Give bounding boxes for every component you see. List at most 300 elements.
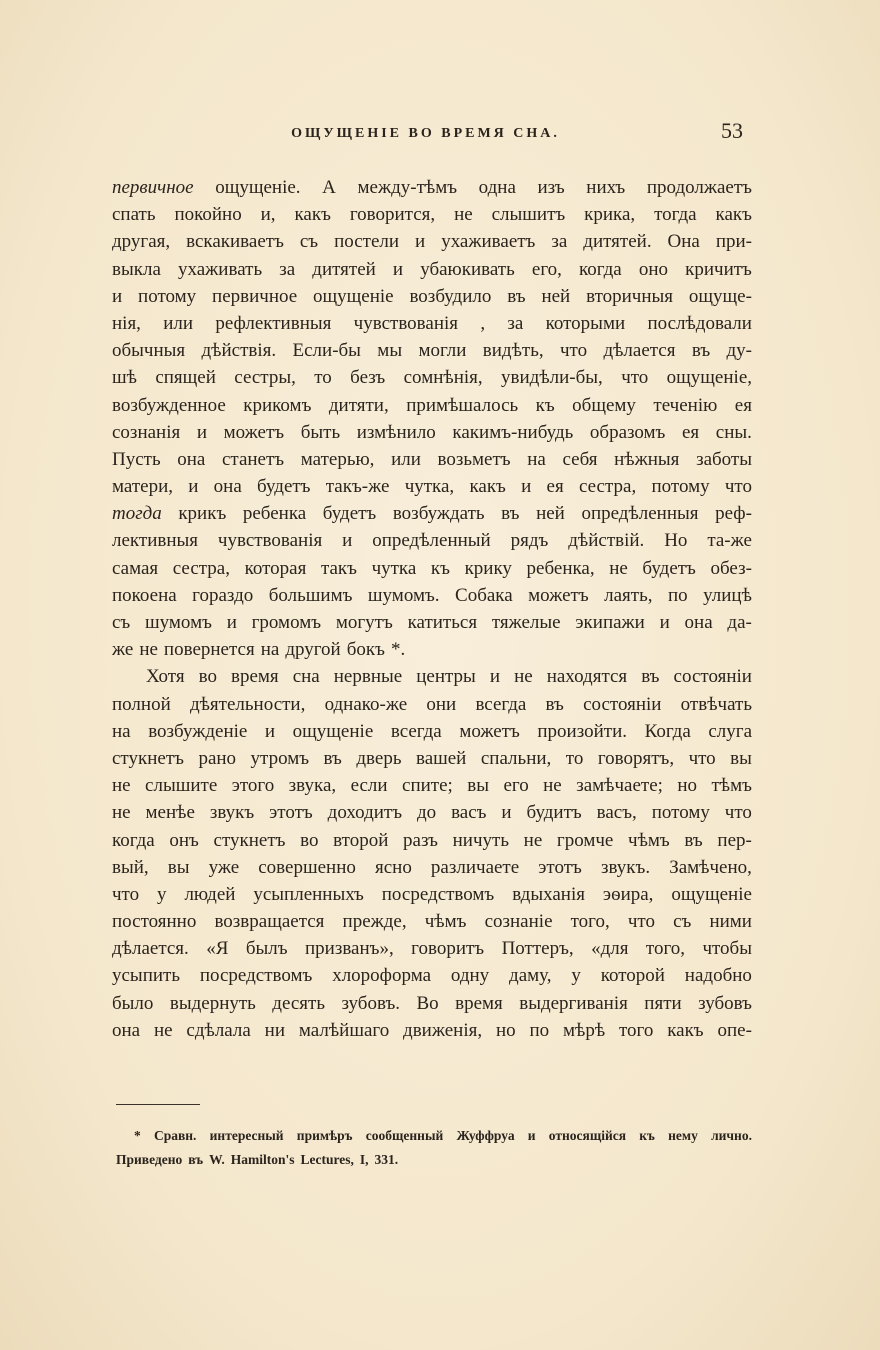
word: стукнетъ — [213, 829, 286, 851]
word: совершенно — [258, 856, 356, 878]
word: ощущеніе, — [666, 367, 752, 389]
word: она — [684, 612, 713, 633]
word: будетъ — [322, 503, 377, 525]
word: этотъ — [538, 856, 582, 878]
text-line — [112, 799, 752, 826]
word: утромъ — [250, 747, 310, 769]
word: Поттеръ, — [501, 938, 574, 960]
text-line — [112, 663, 752, 690]
word: всегда — [390, 720, 442, 742]
word: чувствованія — [217, 530, 323, 552]
text-line — [112, 364, 752, 391]
word: и — [226, 612, 237, 633]
text-line — [112, 446, 752, 473]
word: лаять, — [604, 584, 653, 606]
word: въ — [684, 829, 703, 851]
word: ощущеніе — [671, 883, 752, 905]
word: бокъ — [346, 639, 385, 661]
word: «Я — [206, 938, 229, 960]
text-line — [112, 582, 752, 609]
word: вый, — [112, 856, 149, 878]
footnote-line — [116, 1148, 752, 1172]
word: малѣйшаго — [298, 1019, 390, 1041]
word: себя — [562, 448, 598, 470]
word: ощущеніе — [292, 720, 374, 742]
footnote — [116, 1124, 752, 1172]
word: быть — [300, 421, 341, 443]
word: посредствомъ — [381, 883, 495, 905]
word: измѣнило — [356, 421, 436, 443]
word: усыпленныхъ — [253, 883, 364, 905]
word: Во — [416, 992, 439, 1014]
word: второй — [333, 829, 389, 851]
word: и — [415, 231, 426, 253]
text-line — [112, 527, 752, 554]
word: реф- — [715, 503, 752, 525]
word: слышите — [145, 775, 218, 797]
word: изъ — [537, 177, 565, 198]
word: дѣйствій. — [568, 530, 645, 552]
word: нѣжныя — [614, 448, 680, 470]
text-line — [112, 419, 752, 446]
word: громче — [556, 829, 614, 851]
word: во — [300, 829, 319, 851]
word: стукнетъ — [112, 747, 184, 769]
word: различаете — [430, 856, 520, 878]
page-header — [108, 118, 743, 148]
word: большимъ — [268, 584, 353, 606]
word: постели — [334, 231, 400, 253]
text-line — [112, 174, 752, 201]
word: матерью, — [300, 448, 375, 470]
text-line — [112, 962, 752, 989]
word: крикомъ — [243, 394, 312, 416]
word: отвѣчать — [680, 693, 752, 715]
word: сестры, — [234, 367, 296, 389]
word: Хотя — [146, 666, 185, 688]
word: выкла — [112, 258, 161, 280]
word: между-тѣмъ — [357, 177, 458, 198]
word: ощущеніе. — [215, 177, 301, 198]
word: Она — [667, 231, 700, 253]
word: дѣйствія. — [201, 340, 277, 362]
word: звукъ — [209, 802, 255, 824]
word: или — [163, 312, 194, 334]
word: въ — [691, 340, 711, 362]
word: можетъ — [528, 584, 589, 606]
word: Пусть — [112, 448, 161, 470]
word: хлороформа — [332, 965, 432, 987]
word: однако-же — [324, 693, 408, 715]
word: убаюкивать — [420, 258, 515, 280]
word: такъ — [320, 557, 357, 579]
word: послѣдовали — [647, 312, 752, 334]
word: увидѣли-бы, — [501, 367, 603, 389]
word: до — [416, 802, 437, 824]
word: ребенка, — [526, 557, 595, 579]
word: * — [134, 1128, 141, 1143]
word: выдергиванія — [519, 992, 628, 1014]
word: къ — [639, 1128, 655, 1143]
word: съ — [299, 231, 319, 253]
word: движенія, — [403, 1019, 483, 1041]
word: лективныя — [112, 530, 199, 552]
word: эѳира, — [602, 883, 654, 905]
word: находятся — [546, 666, 628, 688]
word: опредѣленный — [372, 530, 491, 552]
word: Если-бы — [292, 340, 361, 362]
word: или — [391, 448, 421, 470]
text-line — [112, 392, 752, 419]
word: Собака — [455, 584, 513, 606]
word: говорится, — [349, 204, 436, 226]
word: А — [322, 177, 336, 198]
text-line — [112, 337, 752, 364]
word: разъ — [403, 829, 438, 851]
word: катиться — [407, 612, 478, 633]
text-line — [112, 228, 752, 255]
word: того, — [645, 938, 686, 960]
word: тогда — [654, 204, 697, 226]
word: крика, — [584, 204, 636, 226]
word: вы — [167, 856, 190, 878]
word: вы — [730, 747, 752, 769]
word: ощущеніе — [313, 285, 394, 307]
word: дѣятельности, — [189, 693, 306, 715]
word: сознанія — [112, 421, 181, 443]
word: произойти. — [537, 720, 628, 742]
word: крикъ — [178, 503, 227, 525]
word: всегда — [475, 693, 527, 715]
word: центры — [416, 666, 476, 688]
word: дитятей. — [583, 231, 652, 253]
word: ней — [541, 285, 571, 307]
word: состояніи — [583, 693, 662, 715]
word: ухаживаетъ — [441, 231, 536, 253]
word: былъ — [245, 938, 288, 960]
word: за — [551, 231, 568, 253]
word: его — [503, 775, 529, 797]
word: не — [153, 1019, 173, 1041]
text-line — [112, 500, 752, 527]
word: десять — [272, 992, 325, 1014]
body-text — [112, 174, 752, 1044]
word: шумомъ. — [367, 584, 440, 606]
word: менѣе — [145, 802, 195, 824]
word: примѣшалось — [406, 394, 519, 416]
word: въ — [188, 1152, 204, 1167]
word: безъ — [350, 367, 386, 389]
word: полной — [112, 693, 171, 715]
word: было — [112, 992, 154, 1014]
word: она — [213, 476, 242, 498]
word: не — [112, 802, 131, 824]
word: нервные — [333, 666, 403, 688]
word: крику — [464, 557, 512, 579]
word: постоянно — [112, 911, 197, 933]
word: лично. — [711, 1128, 752, 1143]
word: что — [112, 883, 140, 905]
text-line — [112, 609, 752, 636]
word: надобно — [684, 965, 752, 987]
word: ни — [264, 1019, 286, 1041]
text-line — [112, 256, 752, 283]
word: но — [677, 775, 698, 797]
word: она — [177, 448, 206, 470]
word: потому — [138, 285, 197, 307]
word: и — [188, 476, 199, 498]
word: состояніи — [673, 666, 752, 688]
word: васъ, — [596, 802, 637, 824]
word: сомнѣнія, — [403, 367, 483, 389]
word: зубовъ. — [341, 992, 401, 1014]
word: то — [314, 367, 332, 389]
word: покойно — [174, 204, 242, 226]
word: того, — [570, 911, 610, 933]
word: Lectures, — [300, 1152, 354, 1167]
word: Сравн. — [153, 1128, 197, 1143]
word: какъ — [469, 476, 506, 498]
word: относящійся — [548, 1128, 627, 1143]
word: та-же — [707, 530, 752, 552]
word: продолжаетъ — [646, 177, 752, 198]
word: во — [198, 666, 217, 688]
word: ней — [536, 503, 565, 525]
word: и — [196, 421, 208, 443]
word: дитятей — [312, 258, 376, 280]
text-line — [112, 745, 752, 772]
word: дѣлается — [603, 340, 676, 362]
word: будитъ — [526, 802, 582, 824]
word: матери, — [112, 476, 173, 498]
word: того — [618, 1019, 654, 1041]
text-line — [112, 854, 752, 881]
word: первичное — [212, 285, 298, 307]
word: у — [157, 883, 167, 905]
word: онъ — [169, 829, 199, 851]
word: зубовъ — [698, 992, 752, 1014]
word: слышитъ — [491, 204, 566, 226]
word: общему — [572, 394, 636, 416]
word: заботы — [696, 448, 752, 470]
word: рефлективныя — [215, 312, 332, 334]
word: Приведено — [116, 1152, 183, 1167]
word: что — [559, 340, 588, 362]
word: вы — [467, 775, 489, 797]
word: спальни, — [480, 747, 552, 769]
word: чѣмъ — [424, 911, 467, 933]
word: *. — [390, 639, 406, 661]
word: чтобы — [702, 938, 752, 960]
word: въ — [501, 503, 520, 525]
word: Жуффруа — [456, 1128, 515, 1143]
word: сна — [292, 666, 320, 688]
word: замѣчаете; — [576, 775, 663, 797]
text-line — [112, 935, 752, 962]
word: I, — [359, 1152, 369, 1167]
word: мѣрѣ — [562, 1019, 606, 1041]
word: и — [489, 666, 501, 688]
word: чутка, — [404, 476, 455, 498]
word: ду- — [726, 340, 752, 362]
text-line — [112, 691, 752, 718]
word: экипажи — [575, 612, 645, 633]
word: обычныя — [112, 340, 186, 362]
word: не — [139, 639, 158, 661]
word: призванъ», — [305, 938, 394, 960]
word: сообщенный — [365, 1128, 444, 1143]
word: они — [426, 693, 457, 715]
word: Когда — [644, 720, 691, 742]
word: могутъ — [335, 612, 393, 633]
word: вашей — [415, 747, 467, 769]
word: этого — [231, 775, 275, 797]
word: же — [112, 639, 134, 661]
word: которой — [600, 965, 665, 987]
word: и — [521, 476, 532, 498]
word: доходитъ — [327, 802, 403, 824]
word: тѣмъ — [711, 775, 752, 797]
word: гораздо — [192, 584, 254, 606]
word: говоритъ — [411, 938, 485, 960]
word: самая — [112, 557, 159, 579]
word: вторичныя — [586, 285, 674, 307]
word: сдѣлала — [186, 1019, 251, 1041]
word: то — [565, 747, 584, 769]
word: съ — [112, 612, 131, 633]
word: пяти — [644, 992, 682, 1014]
word: и — [392, 258, 404, 280]
word: чувствованія — [353, 312, 459, 334]
word: и — [112, 285, 123, 307]
word: въ — [323, 747, 342, 769]
word: ея — [682, 421, 700, 443]
word: ними — [709, 911, 752, 933]
word: уже — [208, 856, 240, 878]
word: ничуть — [452, 829, 509, 851]
word: можетъ — [223, 421, 285, 443]
word: слуга — [708, 720, 752, 742]
word: возбужденное — [112, 394, 226, 416]
text-line — [112, 201, 752, 228]
word: какъ — [715, 204, 752, 226]
word: какъ — [667, 1019, 704, 1041]
text-line — [112, 908, 752, 935]
word: могли — [418, 340, 467, 362]
word: будетъ — [257, 476, 311, 498]
word: за — [279, 258, 296, 280]
word: за — [507, 312, 524, 334]
word: возбуждать — [392, 503, 485, 525]
word: ухаживать — [178, 258, 263, 280]
word: и, — [260, 204, 276, 226]
word: время — [455, 992, 503, 1014]
word: Hamilton's — [230, 1152, 295, 1167]
text-line — [112, 555, 752, 582]
word: вскакиваетъ — [186, 231, 284, 253]
word: возвращается — [214, 911, 325, 933]
word: ощуще- — [688, 285, 752, 307]
word: какимъ-нибудь — [452, 421, 574, 443]
word: ясно — [374, 856, 412, 878]
text-line — [112, 718, 752, 745]
word: можетъ — [459, 720, 520, 742]
word: видѣть, — [482, 340, 544, 362]
word: въ — [507, 285, 526, 307]
word: возьметъ — [437, 448, 511, 470]
word: спите; — [402, 775, 453, 797]
word: W. — [209, 1152, 225, 1167]
word: станетъ — [221, 448, 285, 470]
word: время — [230, 666, 279, 688]
word: дитяти, — [328, 394, 389, 416]
word: прежде, — [342, 911, 407, 933]
word: при- — [715, 231, 752, 253]
word: потому — [651, 476, 710, 498]
word: что — [724, 802, 752, 824]
word: пер- — [717, 829, 752, 851]
word: людей — [184, 883, 236, 905]
word: по — [667, 584, 688, 606]
word: на — [260, 639, 280, 661]
word: не — [112, 775, 131, 797]
word: даму, — [509, 965, 552, 987]
word: если — [350, 775, 388, 797]
text-line — [112, 310, 752, 337]
text-line — [112, 283, 752, 310]
word: одна — [478, 177, 516, 198]
word: шумомъ — [145, 612, 212, 633]
word: такъ-же — [325, 476, 390, 498]
word: рядъ — [510, 530, 549, 552]
word: посредствомъ — [199, 965, 313, 987]
word: Но — [664, 530, 688, 552]
word: примѣръ — [296, 1128, 353, 1143]
word: у — [571, 965, 581, 987]
word: васъ — [451, 802, 487, 824]
text-line — [112, 772, 752, 799]
word: не — [523, 829, 543, 851]
word: другая, — [112, 231, 171, 253]
word: звука, — [288, 775, 337, 797]
word: съ — [673, 911, 692, 933]
word: къ — [535, 394, 555, 416]
word: когда — [579, 258, 622, 280]
word: нихъ — [586, 177, 626, 198]
word: повернется — [163, 639, 255, 661]
word: которая — [244, 557, 307, 579]
word: и — [264, 720, 276, 742]
word: шѣ — [112, 367, 137, 389]
word: кричитъ — [685, 258, 752, 280]
word: сознаніе — [484, 911, 553, 933]
word: и — [342, 530, 353, 552]
word: обез- — [710, 557, 752, 579]
word: чѣмъ — [628, 829, 670, 851]
word: не — [543, 775, 562, 797]
running-head: ОЩУЩЕНІЕ ВО ВРЕМЯ СНА. — [291, 126, 560, 141]
word: что — [621, 367, 649, 389]
word: одну — [450, 965, 490, 987]
word: тогда — [112, 503, 162, 525]
word: потому — [651, 802, 710, 824]
word: опе- — [717, 1019, 752, 1041]
word: ея — [734, 394, 752, 416]
word: усыпить — [112, 965, 181, 987]
word: въ — [641, 666, 660, 688]
word: какъ — [294, 204, 331, 226]
word: да- — [727, 612, 752, 633]
